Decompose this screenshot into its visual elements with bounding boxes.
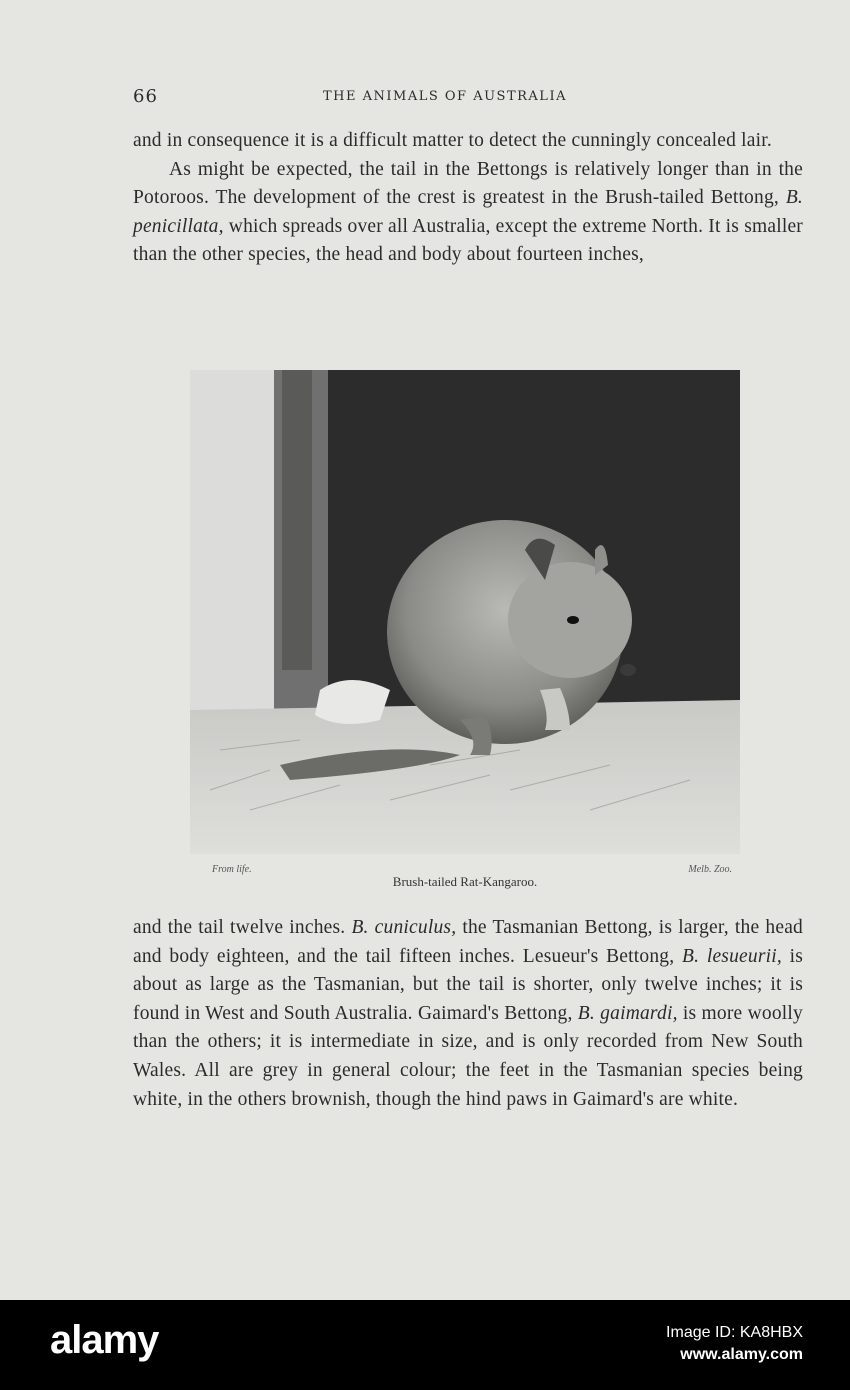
species-name: B. gaimardi, [577,1002,678,1024]
wall-left [190,370,278,730]
animal-eye [567,616,579,624]
species-name: B. penicillata, [133,187,803,237]
caption-text: Brush-tailed Rat-Kangaroo. [392,874,538,889]
photo-credit-left: From life. [212,864,252,875]
paragraph [133,914,803,1114]
figure-photo [190,370,740,854]
running-head: THE ANIMALS OF AUSTRALIA [323,89,567,104]
text-run: is about as large as the Tasmanian, but the tail is shorter, only twelve inches; it is found in West and South Australia. Gaimard's Bettong, [133,945,803,1024]
image-id-block [666,1322,803,1366]
text-block-top [133,127,803,270]
image-id: Image ID: KA8HBX [666,1324,803,1341]
alamy-logo: alamy [50,1318,159,1362]
watermark-url: www.alamy.com [680,1346,803,1363]
text-block-bottom [133,914,803,1114]
species-name: B. cuniculus, [351,917,457,938]
paragraph [133,156,803,270]
figure-caption [190,862,740,892]
text-run: the Tasmanian Bettong, is larger, the head and body eighteen, and the tail fifteen inches. Lesueur's Bettong, [133,917,804,967]
text-run: is more woolly than the others; it is intermediate in size, and is only recorded from New South Wales. All are grey in general colour; the feet in the Tasmanian species being white, in the others brownish, though the hind paws in Gaimard's are white. [133,1002,803,1110]
species-name: B. lesueurii, [681,945,782,967]
page-number: 66 [133,86,158,107]
text-run: which spreads over all Australia, except the extreme North. It is smaller than the other species, the head and body about fourteen inches, [133,215,803,266]
page-header [133,86,803,110]
paragraph: and in consequence it is a difficult matter to detect the cunningly concealed lair. [133,130,772,151]
animal-nose [620,664,636,676]
text-run: As might be expected, the tail in the Bettongs is relatively longer than in the Potoroos. The development of the crest is greatest in the Brush-tailed Bettong, [133,158,803,209]
rat-kangaroo-photo [190,370,740,854]
text-run: and the tail twelve inches. [133,917,352,938]
photo-credit-right: Melb. Zoo. [688,864,732,875]
